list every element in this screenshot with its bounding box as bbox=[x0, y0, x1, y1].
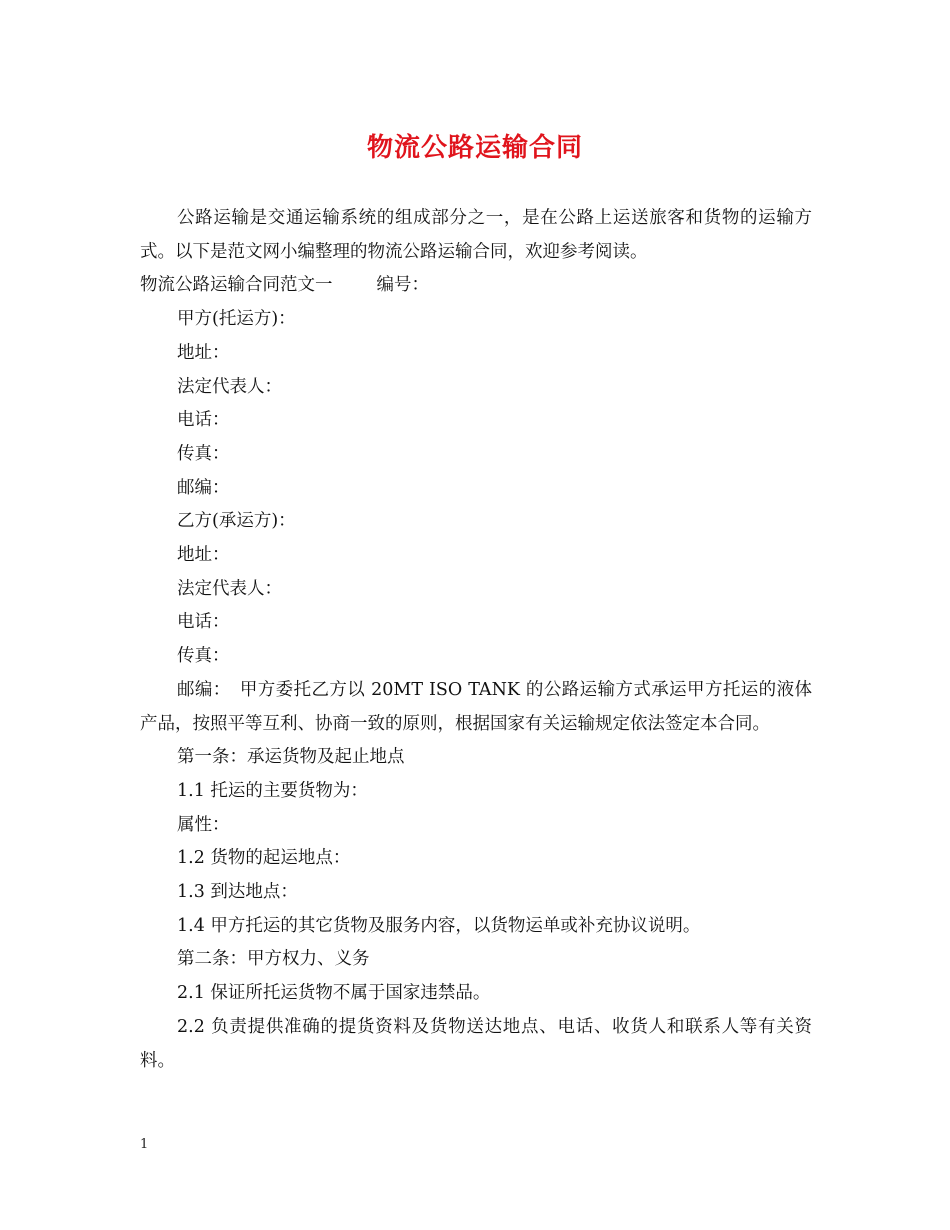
party-b-heading: 乙方(承运方)： bbox=[177, 511, 296, 532]
party-b-address: 地址： bbox=[177, 545, 230, 566]
clause-1-3: 1.3 到达地点： bbox=[177, 882, 298, 903]
party-b-legal-rep: 法定代表人： bbox=[177, 578, 282, 599]
party-a-phone: 电话： bbox=[177, 410, 230, 431]
number-label: 编号： bbox=[376, 275, 429, 296]
party-a-legal-rep: 法定代表人： bbox=[177, 376, 282, 397]
clause-2-1: 2.1 保证所托运货物不属于国家违禁品。 bbox=[177, 983, 491, 1004]
agreement-paragraph: 邮编： 甲方委托乙方以 20MT ISO TANK 的公路运输方式承运甲方托运的液体产品，按照平等互利、协商一致的原则，根据国家有关运输规定依法签定本合同。 bbox=[140, 679, 812, 734]
clause-1-2: 1.2 货物的起运地点： bbox=[177, 848, 351, 869]
party-a-fax: 传真： bbox=[177, 443, 230, 464]
sample-heading-line bbox=[140, 269, 812, 303]
party-a-postcode: 邮编： bbox=[177, 477, 230, 498]
intro-paragraph: 公路运输是交通运输系统的组成部分之一，是在公路上运送旅客和货物的运输方式。以下是范文网小编整理的物流公路运输合同，欢迎参考阅读。 bbox=[140, 208, 812, 262]
clause-1-heading: 第一条：承运货物及起止地点 bbox=[177, 747, 405, 768]
document-title: 物流公路运输合同 bbox=[366, 133, 583, 163]
clause-1-1: 1.1 托运的主要货物为： bbox=[177, 780, 368, 801]
party-a-heading: 甲方(托运方)： bbox=[177, 309, 296, 330]
clause-2-2: 2.2 负责提供准确的提货资料及货物送达地点、电话、收货人和联系人等有关资料。 bbox=[140, 1016, 812, 1071]
page-number: 1 bbox=[140, 1137, 149, 1152]
party-a-address: 地址： bbox=[177, 342, 230, 363]
clause-2-heading: 第二条：甲方权力、义务 bbox=[177, 949, 370, 970]
sample-heading: 物流公路运输合同范文一 bbox=[140, 275, 333, 296]
document-body bbox=[140, 202, 812, 1078]
party-b-phone: 电话： bbox=[177, 612, 230, 633]
clause-1-4: 1.4 甲方托运的其它货物及服务内容，以货物运单或补充协议说明。 bbox=[177, 915, 701, 936]
party-b-fax: 传真： bbox=[177, 646, 230, 667]
clause-1-attribute: 属性： bbox=[177, 814, 230, 835]
